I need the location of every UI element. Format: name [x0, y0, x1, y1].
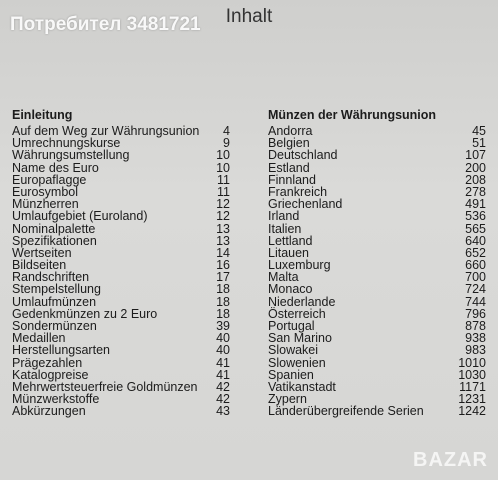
- toc-entry: [268, 283, 486, 295]
- toc-list-coins: [268, 125, 486, 418]
- toc-entry-title: Bildseiten: [12, 258, 67, 273]
- toc-entry-page-number: 107: [465, 148, 486, 163]
- toc-entry-page-number: 17: [216, 270, 230, 285]
- toc-entry-title: Umlaufmünzen: [12, 294, 97, 309]
- toc-entry-page-number: 13: [216, 233, 230, 248]
- toc-entry-title: Währungsumstellung: [12, 148, 130, 163]
- toc-entry: [268, 149, 486, 161]
- toc-entry: [12, 296, 230, 308]
- toc-entry: [268, 198, 486, 210]
- toc-entry-title: Herstellungsarten: [12, 343, 110, 358]
- toc-entry-title: Münzwerkstoffe: [12, 392, 100, 407]
- toc-entry-page-number: 9: [223, 136, 230, 151]
- toc-entry: [12, 405, 230, 417]
- toc-entry-page-number: 878: [465, 319, 486, 333]
- toc-entry-page-number: 40: [216, 343, 230, 358]
- toc-entry-page-number: 1231: [458, 392, 486, 407]
- toc-entry: [12, 223, 230, 235]
- toc-entry-page-number: 13: [216, 221, 230, 236]
- toc-entry: [268, 296, 486, 308]
- toc-entry-title: Umrechnungskurse: [12, 136, 121, 151]
- toc-entry-page-number: 11: [217, 184, 230, 199]
- toc-entry-title: San Marino: [268, 331, 332, 346]
- section-heading-introduction: Einleitung: [12, 108, 73, 122]
- toc-entry-page-number: 10: [216, 160, 230, 175]
- toc-entry-title: Eurosymbol: [12, 184, 78, 199]
- toc-entry-page-number: 565: [465, 221, 486, 236]
- toc-entry-title: Portugal: [268, 319, 315, 333]
- section-heading-coins: Münzen der Währungsunion: [268, 108, 437, 122]
- toc-entry-page-number: 1030: [458, 367, 486, 382]
- toc-entry-title: Estland: [268, 160, 310, 175]
- toc-entry-page-number: 10: [216, 148, 230, 163]
- toc-entry-title: Andorra: [268, 124, 313, 138]
- toc-entry: [268, 405, 486, 417]
- toc-entry-title: Litauen: [268, 245, 310, 260]
- toc-entry-page-number: 51: [472, 136, 486, 151]
- toc-entry-page-number: 724: [465, 282, 486, 297]
- toc-entry-page-number: 1242: [458, 404, 486, 419]
- toc-entry-title: Österreich: [268, 306, 326, 321]
- toc-entry: [268, 259, 486, 271]
- toc-entry-title: Slowakei: [268, 343, 319, 358]
- toc-entry: [268, 344, 486, 356]
- toc-entry-page-number: 796: [465, 306, 486, 321]
- toc-entry-title: Spanien: [268, 367, 314, 382]
- toc-entry-title: Luxemburg: [268, 258, 331, 273]
- toc-column-introduction: [12, 108, 230, 418]
- toc-entry-page-number: 18: [216, 282, 230, 297]
- toc-entry-title: Slowenien: [268, 355, 326, 370]
- toc-entry-title: Italien: [268, 221, 302, 236]
- toc-entry-page-number: 42: [216, 392, 230, 407]
- toc-entry-page-number: 42: [216, 379, 230, 394]
- toc-entry-page-number: 41: [216, 367, 230, 382]
- toc-entry-title: Spezifikationen: [12, 233, 97, 248]
- toc-entry: [12, 357, 230, 369]
- toc-entry: [268, 210, 486, 222]
- toc-entry-title: Zypern: [268, 392, 307, 407]
- toc-column-coins: [268, 108, 486, 418]
- toc-entry-title: Griechenland: [268, 197, 343, 212]
- toc-entry-page-number: 45: [472, 124, 486, 138]
- toc-entry-page-number: 744: [465, 294, 486, 309]
- toc-entry-title: Frankreich: [268, 184, 328, 199]
- toc-entry-page-number: 14: [216, 245, 230, 260]
- toc-entry-title: Nominalpalette: [12, 221, 96, 236]
- toc-entry-title: Umlaufgebiet (Euroland): [12, 209, 148, 224]
- toc-entry-page-number: 983: [465, 343, 486, 358]
- toc-entry-title: Wertseiten: [12, 245, 72, 260]
- toc-entry-page-number: 1171: [459, 379, 486, 394]
- toc-entry-page-number: 18: [216, 294, 230, 309]
- toc-entry-page-number: 640: [465, 233, 486, 248]
- toc-entry-title: Gedenkmünzen zu 2 Euro: [12, 306, 158, 321]
- toc-entry: [12, 210, 230, 222]
- toc-entry-title: Abkürzungen: [12, 404, 86, 419]
- toc-entry-page-number: 700: [465, 270, 486, 285]
- toc-entry-page-number: 278: [465, 184, 486, 199]
- toc-entry-page-number: 660: [465, 258, 486, 273]
- toc-entry-page-number: 18: [216, 306, 230, 321]
- toc-entry-page-number: 12: [216, 197, 230, 212]
- toc-entry: [268, 357, 486, 369]
- toc-entry-page-number: 4: [223, 124, 230, 138]
- toc-entry-title: Stempelstellung: [12, 282, 101, 297]
- toc-entry: [268, 162, 486, 174]
- user-overlay-text: Потребител 3481721: [10, 14, 201, 35]
- toc-entry: [12, 149, 230, 161]
- toc-entry: [12, 162, 230, 174]
- toc-entry-page-number: 208: [465, 172, 486, 187]
- page-title: Inhalt: [225, 6, 273, 27]
- toc-entry-title: Mehrwertsteuerfreie Goldmünzen: [12, 379, 198, 394]
- toc-entry-page-number: 41: [216, 355, 230, 370]
- toc-entry-page-number: 12: [216, 209, 230, 224]
- toc-entry: [12, 283, 230, 295]
- toc-entry-page-number: 11: [217, 172, 230, 187]
- toc-entry-page-number: 40: [216, 331, 230, 346]
- toc-entry-title: Münzherren: [12, 197, 79, 212]
- toc-entry-title: Auf dem Weg zur Währungsunion: [12, 124, 200, 138]
- toc-entry-title: Katalogpreise: [12, 367, 89, 382]
- toc-entry-page-number: 43: [216, 404, 230, 419]
- toc-entry-page-number: 39: [216, 319, 230, 333]
- toc-entry-page-number: 200: [465, 160, 486, 175]
- toc-entry-page-number: 652: [465, 245, 486, 260]
- toc-entry-title: Niederlande: [268, 294, 336, 309]
- toc-entry-title: Vatikanstadt: [268, 379, 336, 394]
- toc-entry-title: Länderübergreifende Serien: [268, 404, 424, 419]
- toc-entry-title: Lettland: [268, 233, 313, 248]
- toc-entry-title: Irland: [268, 209, 300, 224]
- bazar-watermark: BAZAR: [413, 449, 488, 471]
- toc-entry-title: Europaflagge: [12, 172, 87, 187]
- toc-list-introduction: [12, 125, 230, 418]
- toc-entry-title: Belgien: [268, 136, 310, 151]
- toc-entry-title: Finnland: [268, 172, 316, 187]
- toc-entry-page-number: 938: [465, 331, 486, 346]
- toc-entry-title: Sondermünzen: [12, 319, 97, 333]
- toc-entry-title: Randschriften: [12, 270, 90, 285]
- toc-entry: [268, 223, 486, 235]
- toc-entry: [12, 344, 230, 356]
- toc-entry-title: Name des Euro: [12, 160, 99, 175]
- toc-entry-page-number: 536: [465, 209, 486, 224]
- toc-entry-title: Malta: [268, 270, 299, 285]
- toc-entry-title: Medaillen: [12, 331, 66, 346]
- toc-entry-page-number: 1010: [458, 355, 486, 370]
- toc-entry-page-number: 491: [465, 197, 486, 212]
- toc-entry-title: Monaco: [268, 282, 313, 297]
- toc-entry-page-number: 16: [216, 258, 230, 273]
- toc-entry-title: Deutschland: [268, 148, 338, 163]
- toc-entry-title: Prägezahlen: [12, 355, 83, 370]
